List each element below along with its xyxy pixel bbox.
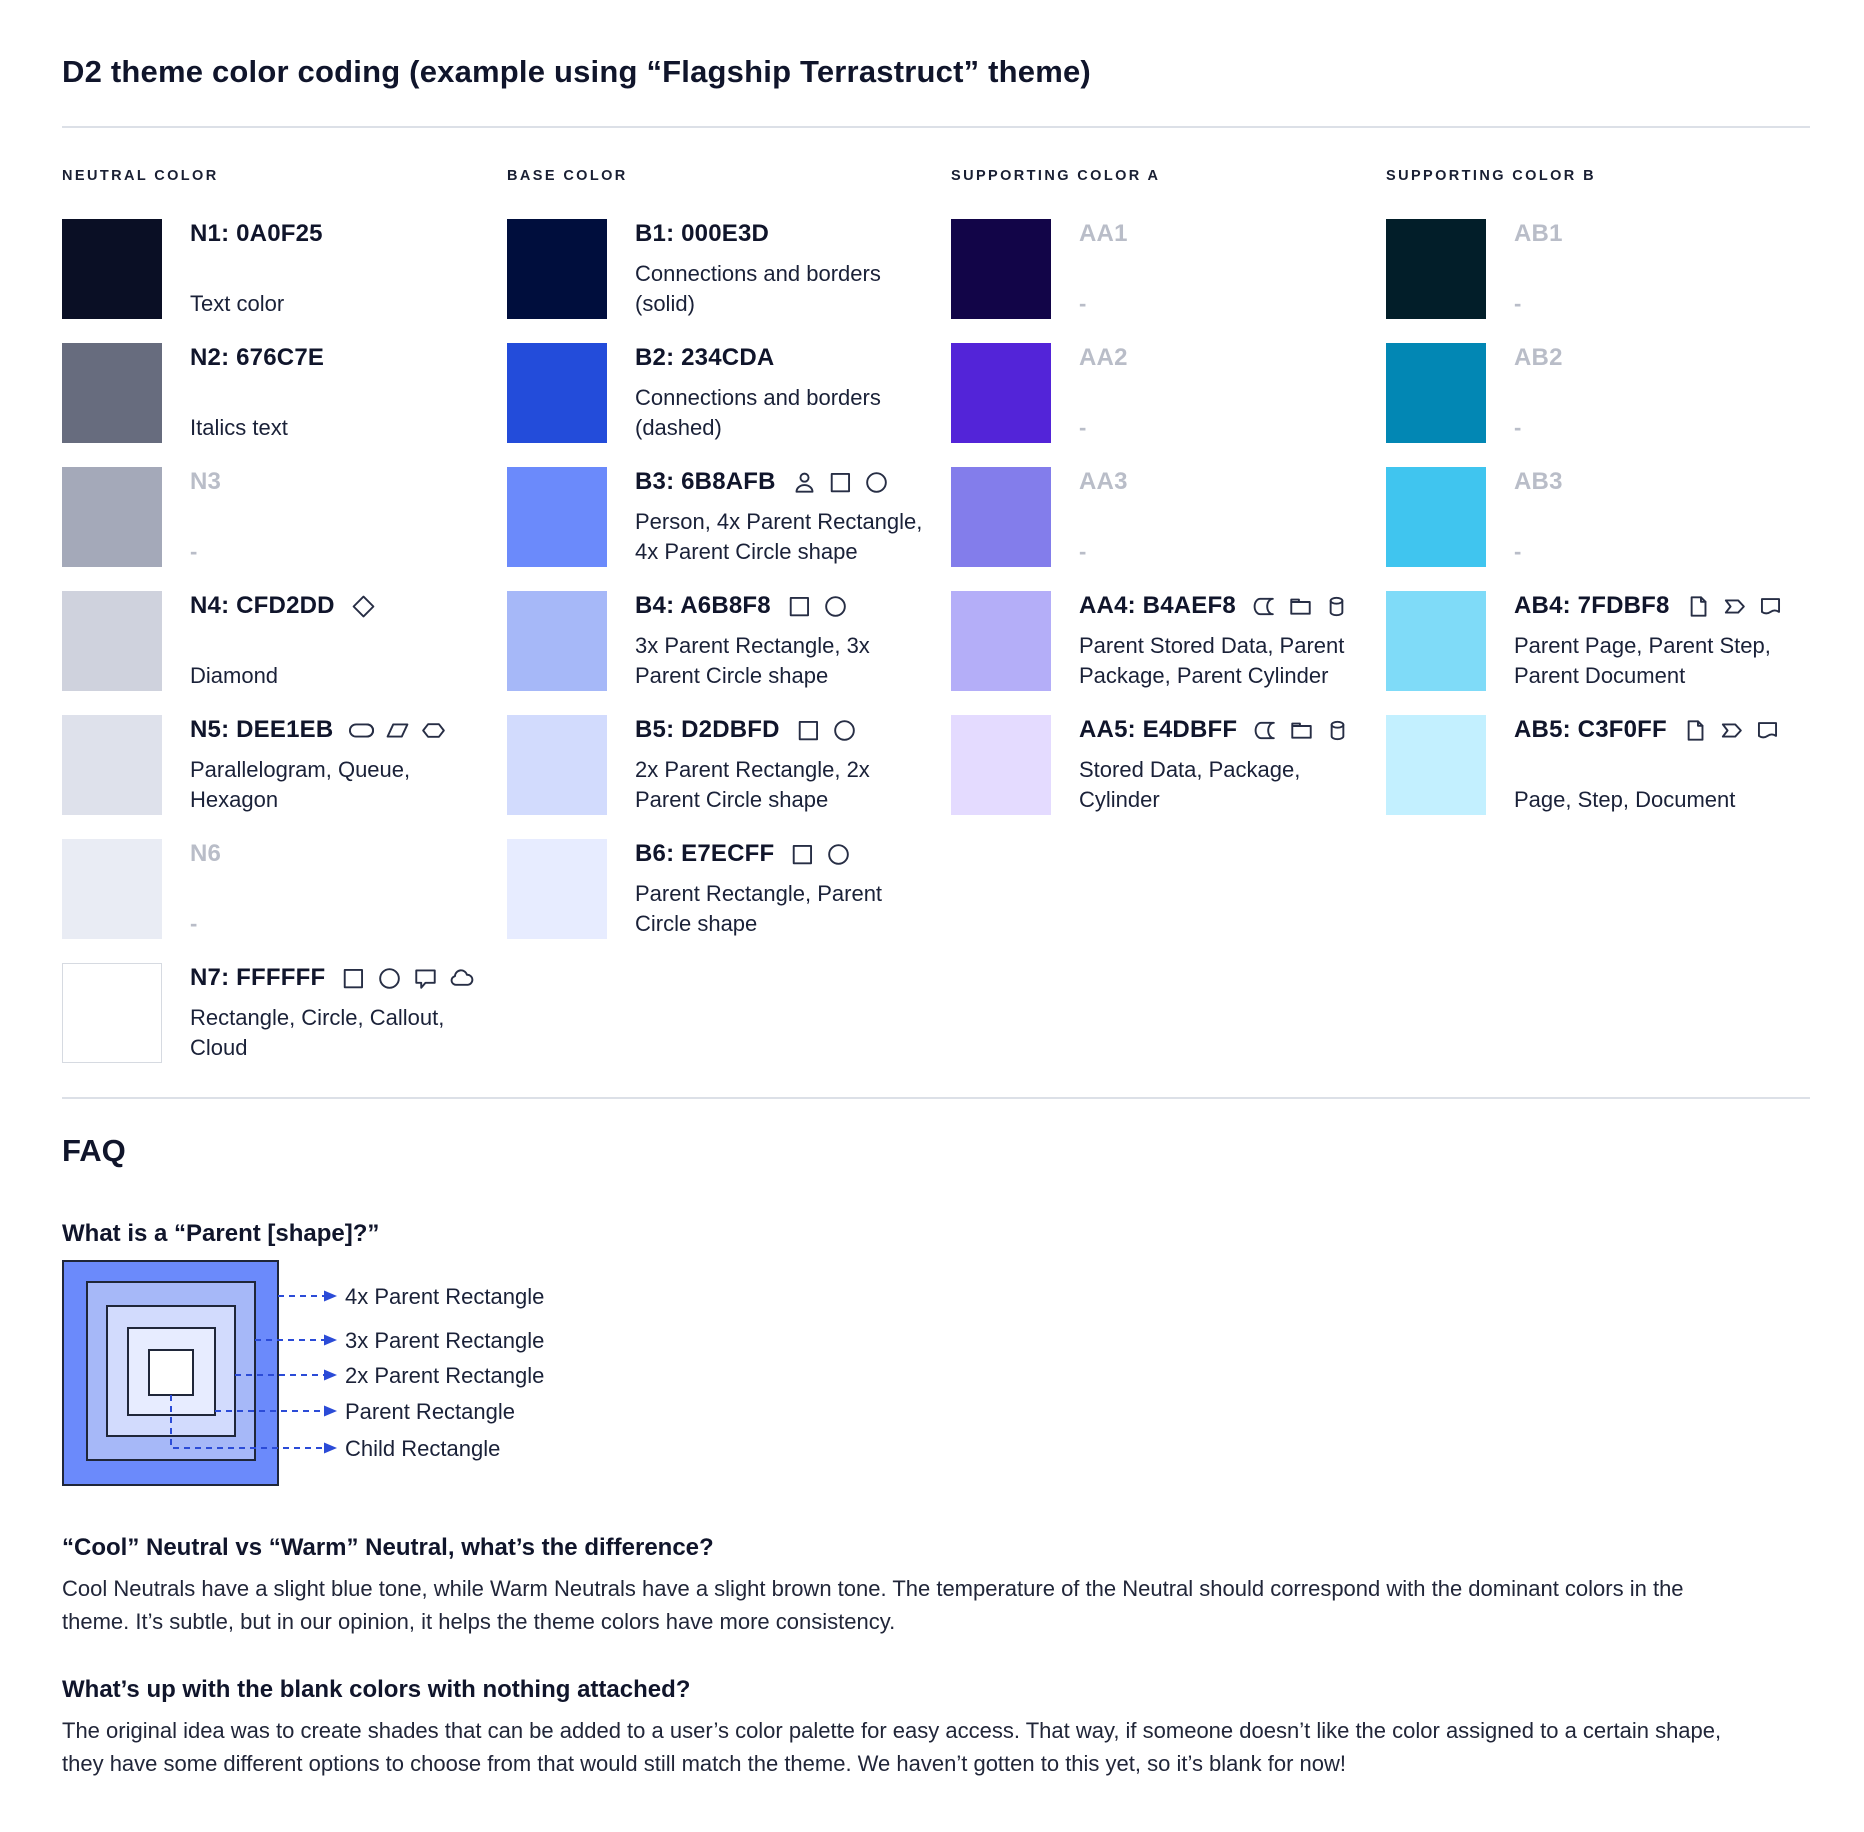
color-entry-desc: Parent Stored Data, Parent Package, Parent Cylinder: [1079, 633, 1345, 688]
color-entry-desc: Parallelogram, Queue, Hexagon: [190, 757, 411, 812]
faq-question-cool-vs-warm: “Cool” Neutral vs “Warm” Neutral, what’s the difference?: [62, 1534, 714, 1561]
color-entry-desc: Connections and borders (solid): [635, 261, 881, 316]
color-swatch: [507, 715, 607, 815]
color-entry-desc: Page, Step, Document: [1514, 787, 1736, 812]
color-entry-desc: Parent Page, Parent Step, Parent Document: [1514, 633, 1771, 688]
circle-icon: [831, 717, 858, 744]
page-icon: [1682, 717, 1709, 744]
color-entry-label: B4: A6B8F8: [635, 592, 771, 619]
color-entry: [62, 839, 492, 939]
shape-icon-row: [340, 965, 475, 992]
color-entry: [62, 467, 492, 567]
diamond-icon: [350, 593, 377, 620]
step-icon: [1718, 717, 1745, 744]
color-entry: [1386, 343, 1816, 443]
color-entry-text: [1079, 343, 1381, 443]
color-entry-desc: Parent Rectangle, Parent Circle shape: [635, 881, 883, 936]
color-entry-label-row: [190, 220, 492, 248]
shape-icon-row: [350, 593, 377, 620]
color-entry-label: B5: D2DBFD: [635, 716, 780, 743]
color-entry-desc: Person, 4x Parent Rectangle, 4x Parent Circle shape: [635, 509, 923, 564]
color-swatch: [1386, 715, 1486, 815]
color-entry: [62, 343, 492, 443]
color-entry-text: [190, 839, 492, 939]
arrowhead-icon: [324, 1335, 337, 1346]
color-entry-label-row: [1514, 220, 1816, 248]
faq-heading: FAQ: [62, 1133, 126, 1168]
step-icon: [1721, 593, 1748, 620]
column-supporting-color-a: [951, 168, 1381, 839]
color-entry-label-row: [635, 716, 937, 744]
color-entry: [62, 715, 492, 815]
color-entry: [507, 467, 937, 567]
color-swatch: [62, 839, 162, 939]
color-swatch: [951, 343, 1051, 443]
color-entry-label-row: [190, 840, 492, 868]
nested-rectangles-svg: [62, 1260, 822, 1502]
color-entry: [507, 343, 937, 443]
color-entry-label-row: [635, 468, 937, 496]
color-entry-label-row: [190, 716, 492, 744]
color-entry-label: N7: FFFFFF: [190, 964, 326, 991]
color-entry-text: [635, 467, 937, 567]
shape-icon-row: [795, 717, 858, 744]
color-entry-label-row: [190, 592, 492, 620]
hexagon-icon: [420, 717, 447, 744]
color-entry-label-row: [1514, 716, 1816, 744]
person-icon: [791, 469, 818, 496]
color-entry-label-row: [1514, 468, 1816, 496]
color-entry-text: [1514, 467, 1816, 567]
color-entry-text: [1514, 591, 1816, 691]
stored-data-icon: [1251, 593, 1278, 620]
color-entry-desc: -: [190, 911, 198, 936]
color-swatch: [62, 715, 162, 815]
color-entry-label: B3: 6B8AFB: [635, 468, 776, 495]
color-entry-desc: -: [1514, 291, 1522, 316]
color-swatch: [507, 839, 607, 939]
color-entry-label: N1: 0A0F25: [190, 220, 323, 247]
color-entry-label: N5: DEE1EB: [190, 716, 334, 743]
circle-icon: [822, 593, 849, 620]
arrowhead-icon: [324, 1291, 337, 1302]
color-entry-label-row: [190, 344, 492, 372]
color-entry-label-row: [1079, 468, 1381, 496]
diagram-layer-label: 3x Parent Rectangle: [345, 1328, 545, 1353]
color-entry-text: [1514, 219, 1816, 319]
color-swatch: [62, 343, 162, 443]
stored-data-icon: [1252, 717, 1279, 744]
cloud-icon: [448, 965, 475, 992]
color-entry-label: AA5: E4DBFF: [1079, 716, 1238, 743]
shape-icon-row: [789, 841, 852, 868]
color-entry-label: B2: 234CDA: [635, 344, 775, 371]
page-icon: [1685, 593, 1712, 620]
shape-icon-row: [786, 593, 849, 620]
color-entry-text: [190, 343, 492, 443]
document-icon: [1757, 593, 1784, 620]
color-swatch: [951, 591, 1051, 691]
color-swatch: [62, 591, 162, 691]
color-entry: [62, 591, 492, 691]
color-swatch: [1386, 467, 1486, 567]
color-entry-label: N3: [190, 468, 222, 495]
color-entry-label: AA2: [1079, 344, 1128, 371]
color-entry-label: AA3: [1079, 468, 1128, 495]
arrowhead-icon: [324, 1443, 337, 1454]
package-icon: [1287, 593, 1314, 620]
section-divider: [62, 126, 1810, 128]
color-swatch: [951, 715, 1051, 815]
color-swatch: [1386, 591, 1486, 691]
column-base-color: [507, 168, 937, 963]
color-swatch: [951, 467, 1051, 567]
color-entry-label-row: [1079, 220, 1381, 248]
color-entry-text: [635, 839, 937, 939]
rectangle-icon: [340, 965, 367, 992]
circle-icon: [376, 965, 403, 992]
color-entry: [1386, 467, 1816, 567]
color-entry-text: [1079, 715, 1381, 815]
color-entry-label: AB2: [1514, 344, 1563, 371]
color-entry-label-row: [635, 344, 937, 372]
shape-icon-row: [1252, 717, 1351, 744]
color-entry-desc: 2x Parent Rectangle, 2x Parent Circle shape: [635, 757, 870, 812]
color-entry-text: [635, 343, 937, 443]
color-entry-text: [635, 219, 937, 319]
color-entry-label-row: [1079, 716, 1381, 744]
color-entry-label: AB3: [1514, 468, 1563, 495]
color-entry-label: AB1: [1514, 220, 1563, 247]
color-entry-desc: Stored Data, Package, Cylinder: [1079, 757, 1301, 812]
circle-icon: [825, 841, 852, 868]
arrowhead-icon: [324, 1370, 337, 1381]
arrowhead-icon: [324, 1406, 337, 1417]
color-entry-label: AB4: 7FDBF8: [1514, 592, 1670, 619]
color-entry-text: [190, 591, 492, 691]
shape-icon-row: [1685, 593, 1784, 620]
color-entry: [951, 715, 1381, 815]
color-entry-label: N4: CFD2DD: [190, 592, 335, 619]
color-entry: [62, 963, 492, 1063]
rectangle-icon: [795, 717, 822, 744]
color-entry-text: [1514, 715, 1816, 815]
color-swatch: [507, 343, 607, 443]
callout-icon: [412, 965, 439, 992]
color-entry-desc: -: [1079, 415, 1087, 440]
color-entry: [507, 219, 937, 319]
column-header: SUPPORTING COLOR B: [1386, 168, 1596, 184]
shape-icon-row: [791, 469, 890, 496]
color-entry: [507, 591, 937, 691]
color-entry-text: [190, 963, 492, 1063]
color-entry-text: [1079, 591, 1381, 691]
color-entry-text: [1079, 219, 1381, 319]
color-entry: [951, 467, 1381, 567]
column-header: BASE COLOR: [507, 168, 628, 184]
color-entry: [507, 839, 937, 939]
color-entry-text: [635, 715, 937, 815]
column-neutral-color: [62, 168, 492, 1087]
color-entry-text: [190, 715, 492, 815]
color-entry-label: N6: [190, 840, 222, 867]
color-entry-label-row: [1079, 344, 1381, 372]
color-entry-label-row: [190, 964, 492, 992]
diagram-layer-label: 4x Parent Rectangle: [345, 1284, 545, 1309]
circle-icon: [863, 469, 890, 496]
color-entry-desc: Rectangle, Circle, Callout, Cloud: [190, 1005, 445, 1060]
color-swatch: [951, 219, 1051, 319]
color-entry-label: AA1: [1079, 220, 1128, 247]
diagram-layer-label: 2x Parent Rectangle: [345, 1363, 545, 1388]
faq-answer-cool-vs-warm: Cool Neutrals have a slight blue tone, while Warm Neutrals have a slight brown tone. The temperature of the Neutral should correspond with the dominant colors in the theme. It’s subtle, but in our opinion, it helps the theme colors have more consistency.: [62, 1576, 1684, 1634]
color-entry: [1386, 591, 1816, 691]
color-entry: [507, 715, 937, 815]
column-header: NEUTRAL COLOR: [62, 168, 219, 184]
color-entry-text: [1079, 467, 1381, 567]
diagram-layer-rect: [149, 1350, 193, 1395]
section-divider: [62, 1097, 1810, 1099]
diagram-layer-label: Parent Rectangle: [345, 1399, 515, 1424]
shape-icon-row: [1251, 593, 1350, 620]
color-entry-desc: -: [1514, 415, 1522, 440]
color-entry-label-row: [1514, 592, 1816, 620]
color-entry: [62, 219, 492, 319]
color-swatch: [507, 219, 607, 319]
color-entry: [1386, 219, 1816, 319]
color-entry-label-row: [190, 468, 492, 496]
shape-icon-row: [1682, 717, 1781, 744]
color-entry-label: AB5: C3F0FF: [1514, 716, 1667, 743]
faq-question-parent-shape: What is a “Parent [shape]?”: [62, 1220, 380, 1247]
rectangle-icon: [786, 593, 813, 620]
color-entry-label-row: [635, 592, 937, 620]
color-swatch: [62, 467, 162, 567]
color-entry-desc: -: [190, 539, 198, 564]
color-swatch: [62, 963, 162, 1063]
color-entry: [951, 343, 1381, 443]
color-swatch: [1386, 219, 1486, 319]
shape-icon-row: [348, 717, 447, 744]
color-entry-label-row: [1079, 592, 1381, 620]
color-entry-desc: Connections and borders (dashed): [635, 385, 881, 440]
document-icon: [1754, 717, 1781, 744]
color-entry-label: AA4: B4AEF8: [1079, 592, 1236, 619]
color-entry-label-row: [635, 840, 937, 868]
color-swatch: [1386, 343, 1486, 443]
cylinder-icon: [1324, 717, 1351, 744]
color-entry-text: [190, 219, 492, 319]
color-entry-desc: -: [1079, 539, 1087, 564]
parallelogram-icon: [384, 717, 411, 744]
parent-shape-diagram: [62, 1260, 822, 1502]
faq-question-blank-colors: What’s up with the blank colors with nothing attached?: [62, 1676, 691, 1703]
color-entry: [951, 591, 1381, 691]
color-entry-label: B6: E7ECFF: [635, 840, 775, 867]
cylinder-icon: [1323, 593, 1350, 620]
color-entry-desc: Text color: [190, 291, 285, 316]
color-entry-desc: -: [1079, 291, 1087, 316]
color-entry-desc: Italics text: [190, 415, 288, 440]
color-entry: [951, 219, 1381, 319]
color-entry-desc: Diamond: [190, 663, 279, 688]
rectangle-icon: [827, 469, 854, 496]
color-swatch: [507, 467, 607, 567]
color-entry-label-row: [1514, 344, 1816, 372]
color-swatch: [507, 591, 607, 691]
color-swatch: [62, 219, 162, 319]
color-entry-desc: -: [1514, 539, 1522, 564]
color-entry-text: [635, 591, 937, 691]
color-entry-label: B1: 000E3D: [635, 220, 770, 247]
page-title: D2 theme color coding (example using “Flagship Terrastruct” theme): [62, 54, 1091, 89]
rectangle-icon: [789, 841, 816, 868]
column-header: SUPPORTING COLOR A: [951, 168, 1161, 184]
color-entry-text: [1514, 343, 1816, 443]
color-entry-label-row: [635, 220, 937, 248]
faq-answer-blank-colors: The original idea was to create shades that can be added to a user’s color palette for easy access. That way, if someone doesn’t like the color assigned to a certain shape, they have some different options to choose from that would still match the theme. We haven’t gotten to this yet, so it’s blank for now!: [62, 1718, 1722, 1776]
column-supporting-color-b: [1386, 168, 1816, 839]
queue-icon: [348, 717, 375, 744]
color-entry: [1386, 715, 1816, 815]
color-entry-desc: 3x Parent Rectangle, 3x Parent Circle shape: [635, 633, 870, 688]
package-icon: [1288, 717, 1315, 744]
color-entry-text: [190, 467, 492, 567]
color-entry-label: N2: 676C7E: [190, 344, 325, 371]
diagram-layer-label: Child Rectangle: [345, 1436, 501, 1461]
